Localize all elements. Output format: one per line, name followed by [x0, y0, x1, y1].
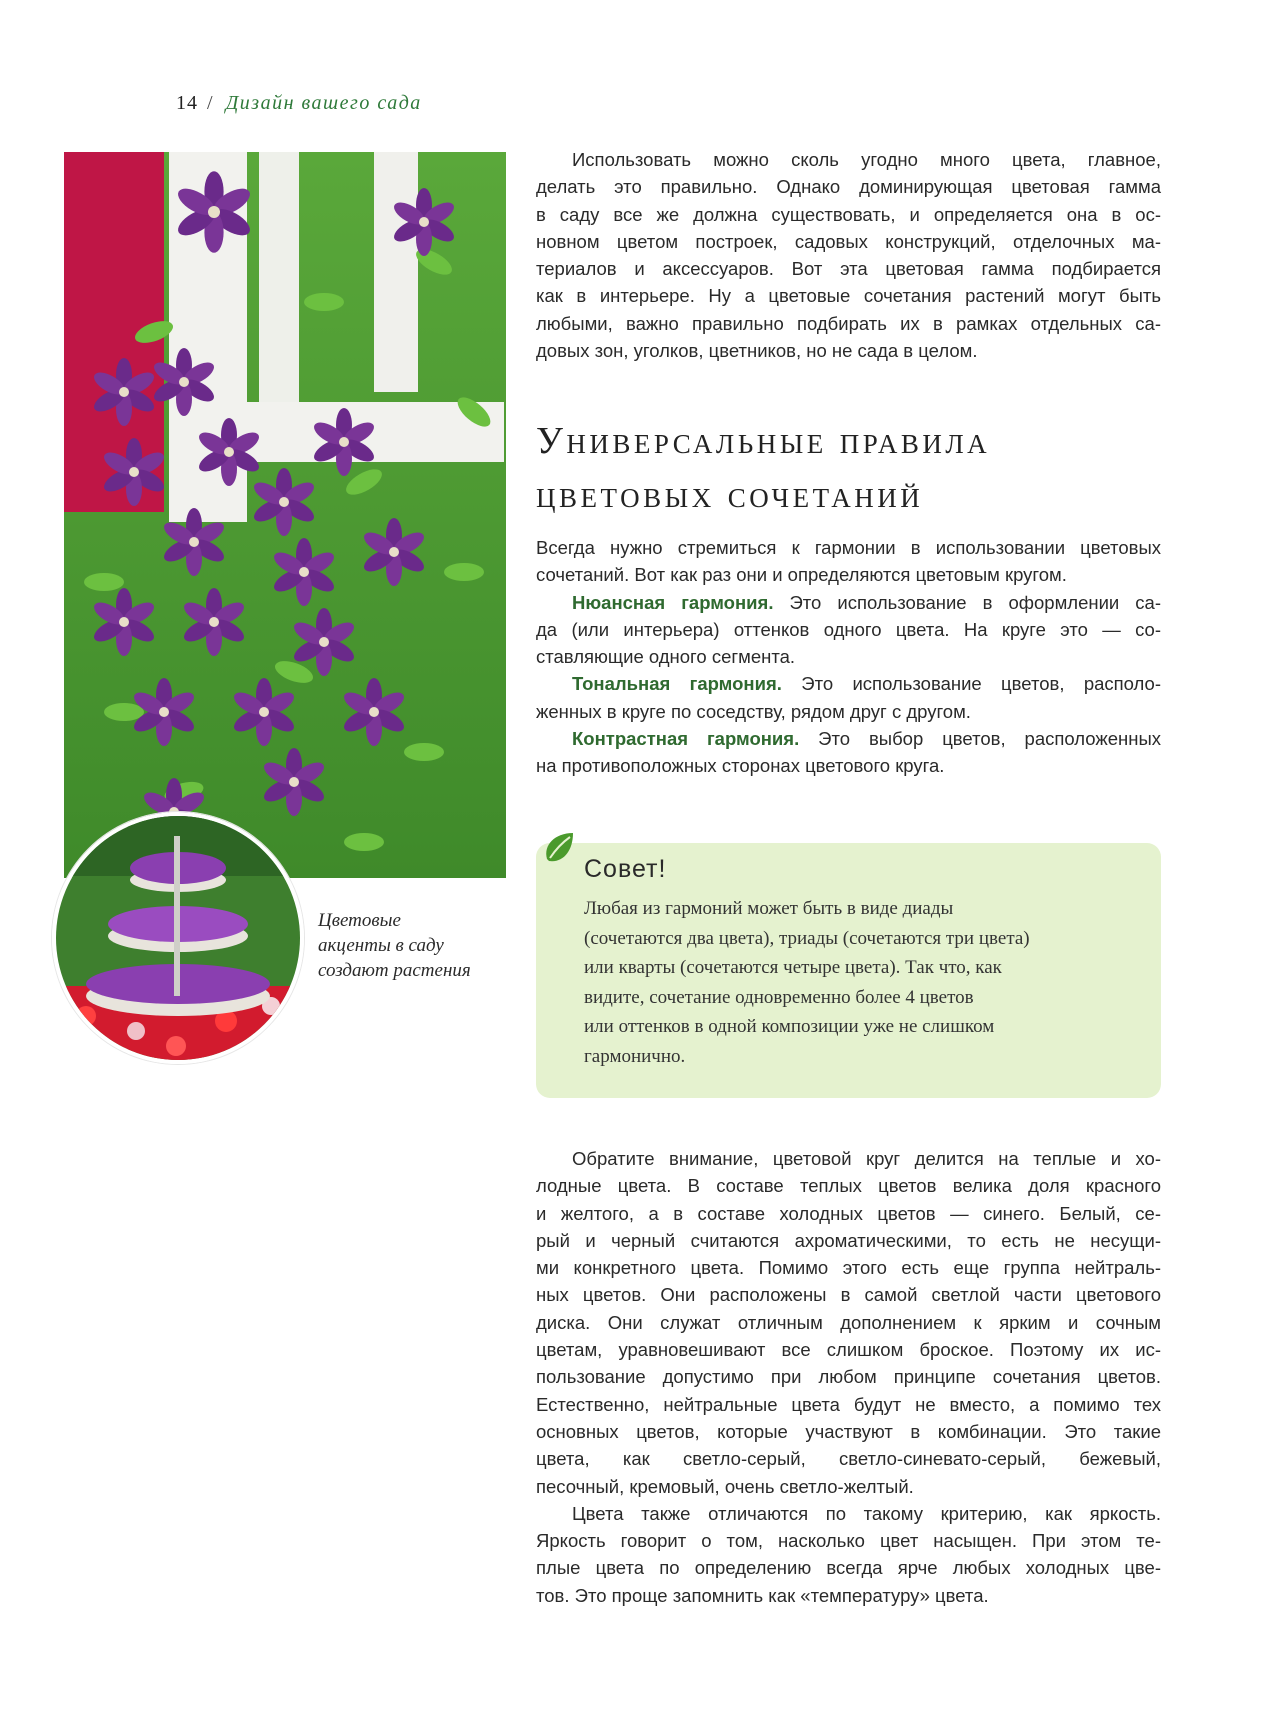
text-line: цветам, уравновешивают все слишком броское. Поэтому их ис- — [536, 1339, 1161, 1361]
text-line: ми конкретного цвета. Помимо этого есть еще группа нейтраль- — [536, 1257, 1161, 1279]
section-title-line: цветовых сочетаний — [536, 474, 924, 516]
term-tonal: Тональная гармония. — [572, 673, 782, 695]
tip-title: Совет! — [584, 855, 667, 883]
text-line: Цвета также отличаются по такому критерию, как яркость. — [572, 1502, 1161, 1524]
text-line: диска. Они служат отличным дополнением к ярким и сочным — [536, 1311, 1161, 1333]
text-line: Это использование цветов, располо- — [781, 673, 1162, 695]
tip-line: гармонично. — [584, 1045, 686, 1067]
section-title — [536, 414, 1176, 522]
text-line: Яркость говорит о том, насколько цвет насыщен. При этом те- — [536, 1530, 1161, 1552]
section-title-line: Универсальные правила — [536, 420, 991, 462]
leaf-icon — [541, 829, 577, 867]
harmony-tonal — [536, 670, 1161, 697]
clematis-photo — [64, 152, 506, 878]
text-line: Обратите внимание, цветовой круг делится на теплые и хо- — [572, 1148, 1161, 1169]
tip-line: или кварты (сочетаются четыре цвета). Так что, как — [584, 957, 1002, 979]
text-line: да (или интерьера) оттенков одного цвета. На круге это — со- — [536, 618, 1161, 640]
tip-body — [584, 894, 1144, 1072]
intro-paragraph — [536, 146, 1161, 364]
text-line: териалов и аксессуаров. Вот эта цветовая гамма подбирается — [536, 258, 1161, 280]
tip-line: Любая из гармоний может быть в виде диады — [584, 898, 954, 919]
page-number: 14 — [176, 92, 198, 114]
text-line: Это использование в оформлении са- — [773, 591, 1161, 613]
text-line: женных в круге по соседству, рядом друг с другом. — [536, 700, 971, 722]
clematis-flowers-photo-icon — [64, 152, 506, 878]
text-line: сочетаний. Вот как раз они и определяются цветовым кругом. — [536, 564, 1067, 586]
text-line: новном цветом построек, садовых конструкций, отделочных ма- — [536, 230, 1161, 252]
text-line: тов. Это проще запомнить как «температуру» цвета. — [536, 1584, 989, 1606]
text-line: довых зон, уголков, цветников, но не сада в целом. — [536, 340, 978, 362]
text-line: делать это правильно. Однако доминирующая цветовая гамма — [536, 176, 1161, 198]
text-line: пользование допустимо при любом принципе сочетания цветов. — [536, 1366, 1161, 1388]
term-nuance: Нюансная гармония. — [572, 591, 774, 613]
text-line: в саду все же должна существовать, и определяется она в ос- — [536, 203, 1161, 225]
text-line: плые цвета по определению всегда ярче любых холодных цве- — [536, 1557, 1161, 1579]
running-title: Дизайн вашего сада — [225, 92, 422, 114]
body-paragraphs — [536, 1145, 1161, 1609]
text-line: ных цветов. Они расположены в самой светлой части цветового — [536, 1284, 1161, 1306]
text-line: лодные цвета. В составе теплых цветов велика доля красного — [536, 1175, 1161, 1197]
text-line: рый и черный считаются ахроматическими, то есть не несущи- — [536, 1229, 1161, 1251]
tip-line: (сочетаются два цвета), триады (сочетаются три цвета) — [584, 927, 1030, 949]
running-header — [176, 92, 422, 115]
term-contrast: Контрастная гармония. — [572, 728, 800, 750]
text-line: основных цветов, которые участвуют в комбинации. Это такие — [536, 1420, 1161, 1442]
harmony-nuance — [536, 589, 1161, 616]
photo-caption — [318, 908, 518, 983]
harmonies-section — [536, 534, 1161, 780]
text-line: Естественно, нейтральные цвета будут не вместо, а помимо тех — [536, 1393, 1161, 1415]
text-line: и желтого, а в составе холодных цветов — синего. Белый, се- — [536, 1202, 1161, 1224]
caption-line: акценты в саду — [318, 935, 444, 956]
text-line: Использовать можно сколь угодно много цвета, главное, — [572, 149, 1161, 170]
caption-line: создают растения — [318, 960, 471, 981]
tip-line: или оттенков в одной композиции уже не слишком — [584, 1016, 995, 1038]
caption-line: Цветовые — [318, 910, 401, 931]
text-line: цвета, как светло-серый, светло-синевато-серый, бежевый, — [536, 1448, 1161, 1470]
header-separator: / — [207, 92, 213, 114]
text-line: песочный, кремовый, очень светло-желтый. — [536, 1475, 914, 1497]
petunia-tiered-planter-photo-icon — [56, 816, 300, 1060]
text-line: на противоположных сторонах цветового круга. — [536, 755, 945, 777]
round-planter-photo — [52, 812, 304, 1064]
tip-line: видите, сочетание одновременно более 4 цветов — [584, 986, 974, 1008]
text-line: Это выбор цветов, расположенных — [799, 728, 1161, 750]
text-line: как в интерьере. Ну а цветовые сочетания растений могут быть — [536, 285, 1161, 307]
text-line: ставляющие одного сегмента. — [536, 646, 796, 668]
text-line: любыми, важно правильно подбирать их в рамках отдельных са- — [536, 312, 1161, 334]
harmony-contrast — [536, 725, 1161, 752]
text-line: Всегда нужно стремиться к гармонии в использовании цветовых — [536, 537, 1161, 558]
